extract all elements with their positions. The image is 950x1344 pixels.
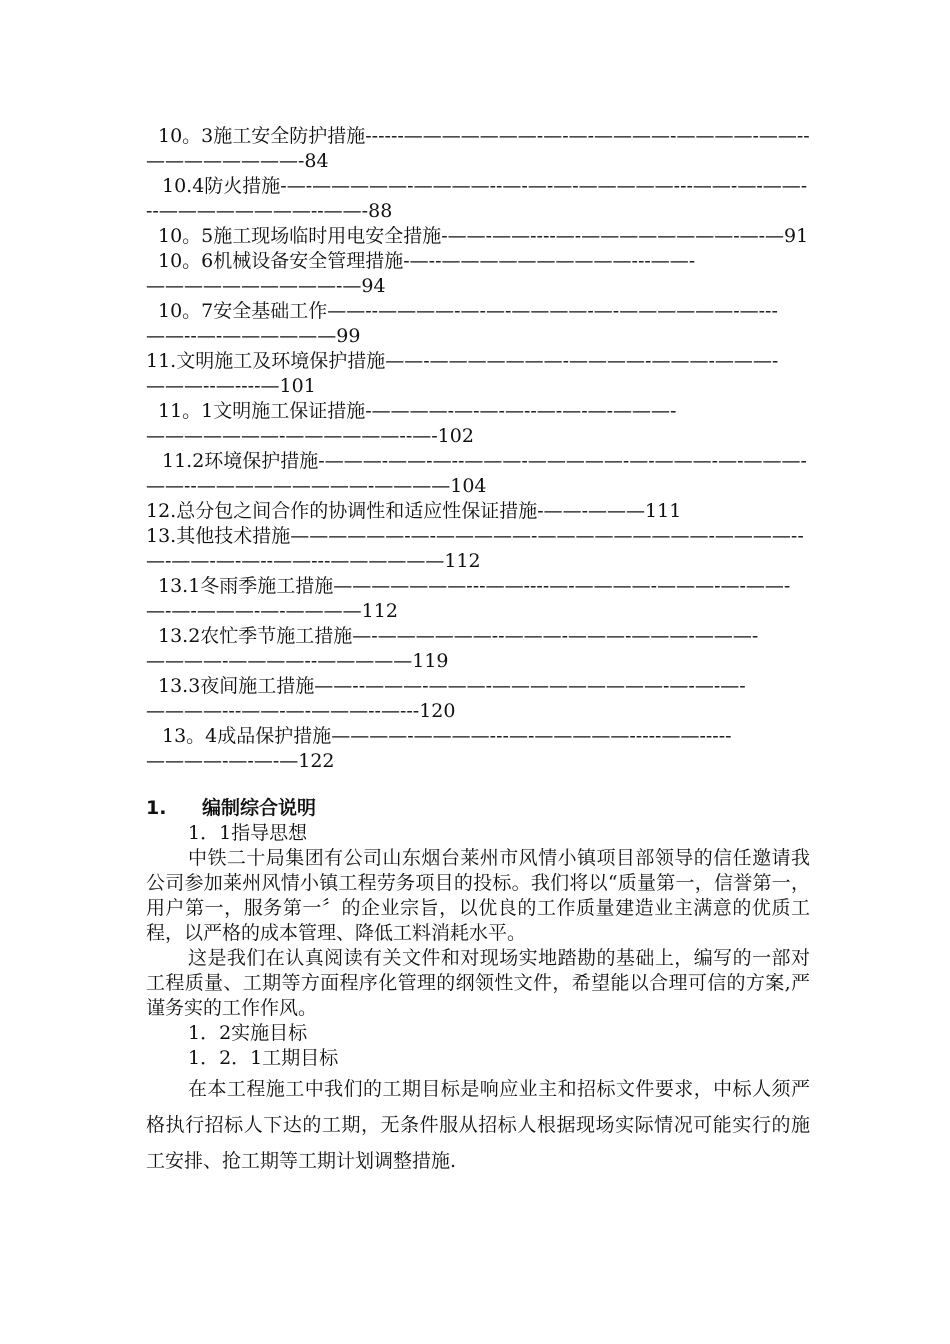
subheading-schedule-goal: 1．2．1工期目标 (188, 1047, 339, 1069)
toc-entry[interactable]: 13。4成品保护措施————-————---—-—————-----——-----————-—-—-—122 (146, 725, 732, 772)
toc-entry[interactable]: 13.其他技术措施——————-—-—————-—————————-————--—-——-—-—--——---——————112 (146, 525, 804, 572)
subheading-guiding-thought: 1．1指导思想 (188, 822, 308, 844)
section-heading (146, 796, 810, 821)
subheading-implementation-goals: 1．2实施目标 (188, 1022, 308, 1044)
toc-entry[interactable]: 13.3夜间施工措施——--———-———-—————————-—-—-—-————---——-—-———--—---120 (146, 675, 746, 722)
table-of-contents (146, 124, 810, 774)
paragraph: 中铁二十局集团有公司山东烟台莱州市风情小镇项目部领导的信任邀请我公司参加莱州风情小镇工程劳务项目的投标。我们将以“质量第一，信誉第一，用户第一，服务第一〞的企业宗旨，以优良的工作质量建造业主满意的优质工程，以严格的成本管理、降低工料消耗水平。 (146, 847, 810, 944)
toc-entry[interactable]: 11.文明施工及环境保护措施——-———————-————-———-———-———--—----—101 (146, 350, 779, 397)
toc-entry[interactable]: 13.1冬雨季施工措施———————---——----—-————-———-—-——-—-—-———-—-————112 (146, 575, 791, 622)
section-title: 编制综合说明 (202, 797, 317, 819)
toc-entry[interactable]: 10。7安全基础工作——--————-—-—-————-—-——————-—---——--—-——————99 (146, 300, 778, 347)
paragraph: 在本工程施工中我们的工期目标是响应业主和招标文件要求，中标人须严格执行招标人下达的工期，无条件服从招标人根据现场实际情况可能实行的施工安排、抢工期等工期计划调整措施. (146, 1078, 810, 1172)
document-body (146, 796, 810, 1179)
section-number: 1. (146, 797, 167, 819)
toc-entry[interactable]: 10。6机械设备安全管理措施-—--——————————---——-——————————-—94 (146, 250, 696, 297)
toc-entry[interactable]: 10。3施工安全防护措施------———————-—-—-————-————-——--————————-84 (146, 125, 810, 172)
toc-entry[interactable]: 13.2农忙季节施工措施—-——————--———-———-———-———-————-————--—————119 (146, 625, 759, 672)
toc-entry[interactable]: 11。1文明施工保证措施-————-—-—-—--—-—-—-———-———————-——————--—-102 (146, 400, 677, 447)
toc-entry[interactable]: 12.总分包之间合作的协调性和适应性保证措施-——-———111 (146, 500, 682, 522)
paragraph: 这是我们在认真阅读有关文件和对现场实地踏勘的基础上，编写的一部对工程质量、工期等方面程序化管理的纲领性文件，希望能以合理可信的方案,严谨务实的工作作风。 (146, 947, 810, 1019)
toc-entry[interactable]: 10.4防火措施-—-—————-————--—-—-—-—————---——-—-——---————————--——-88 (146, 175, 808, 222)
toc-entry[interactable]: 11.2环境保护措施-———-——-—--———-—————-—-———-—-———-——--—————————-————104 (146, 450, 807, 497)
toc-entry[interactable]: 10。5施工现场临时用电安全措施-——-——----—-————————-—-—91 (158, 225, 809, 247)
